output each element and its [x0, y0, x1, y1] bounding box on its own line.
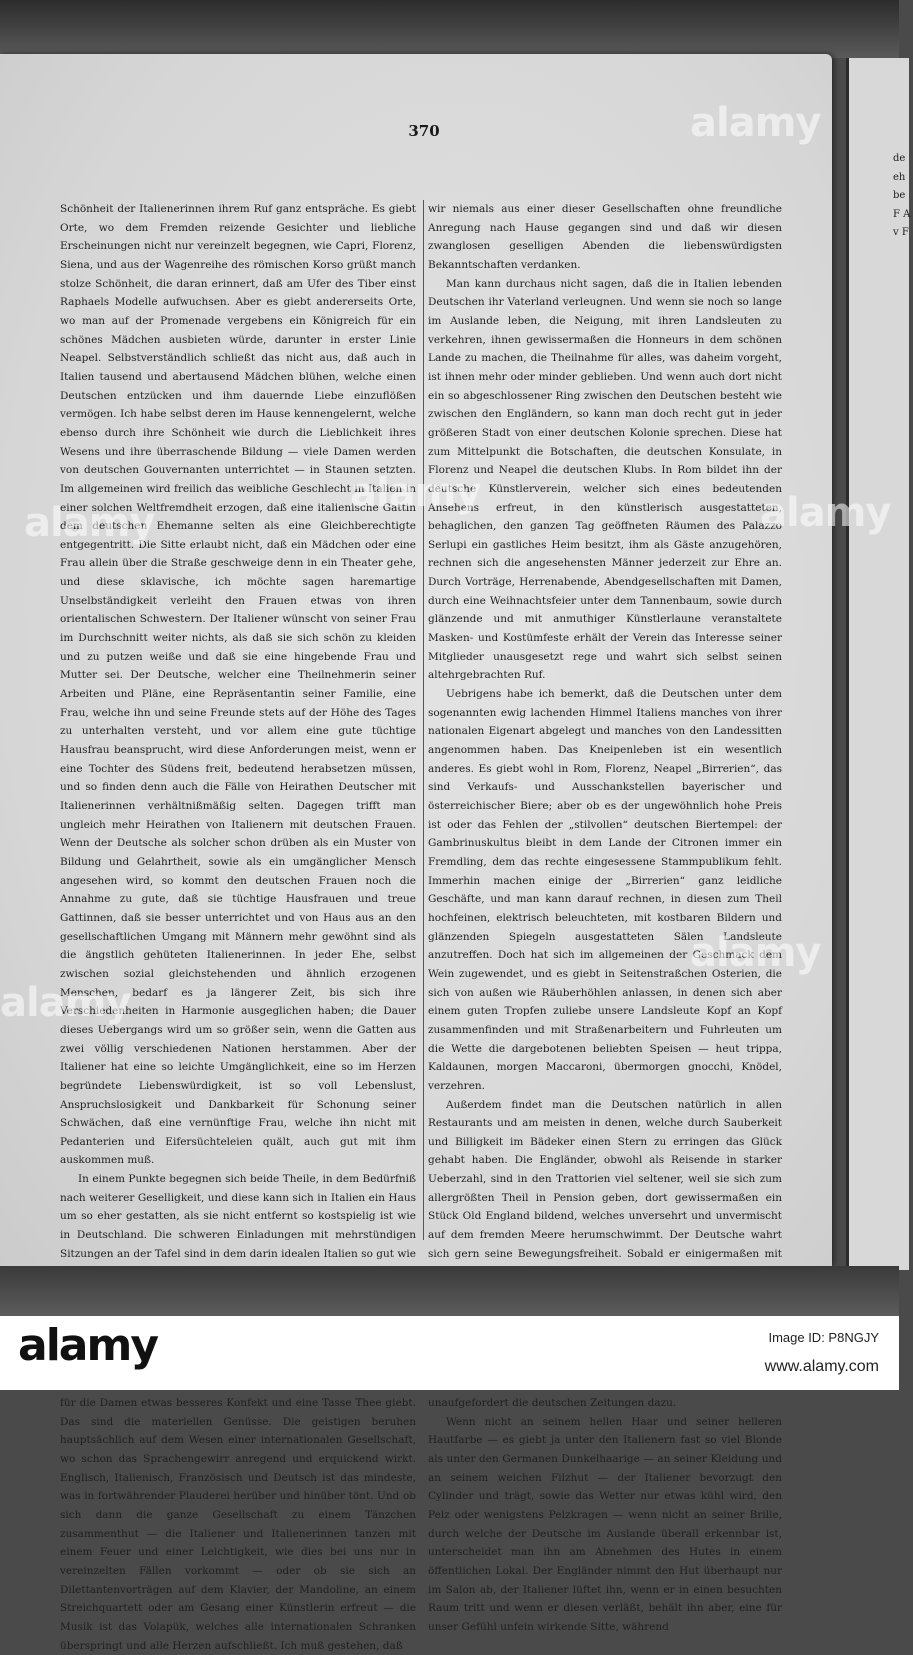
next-page-edge: [846, 58, 909, 1270]
watermark: alamy: [0, 980, 131, 1026]
watermark: alamy: [690, 100, 821, 146]
page-number: 370: [408, 122, 440, 140]
right-paragraph-3: Uebrigens habe ich bemerkt, daß die Deutschen unter dem sogenannten ewig lachenden Himmel Italiens manches von ihrer nationalen Eigenart abgelegt und manches von den Landessitten angenommen haben. Das Kneipenleben ist ein wesentlich anderes. Es giebt wohl in Rom, Florenz, Neapel „Birrerien“, das sind Verkaufs- und Ausschankstellen bayerischer und österreichischer Biere; aber ob es der ungewöhnlich hohe Preis ist oder das Fehlen der „stilvollen“ deutschen Biertempel: der Gambrinuskultus bleibt in dem Lande der Citronen immer ein Fremdling, dem das rechte eingesessene Stammpublikum fehlt. Immerhin machen einige der „Birrerien“ ganz leidliche Geschäfte, und man kann darauf rechnen, in diesen zum Theil hochfeinen, elektrisch beleuchteten, mit kostbaren Bildern und glänzenden Spiegeln ausgestatteten Sälen Landsleute anzutreffen. Doch hat sich im allgemeinen der Geschmack dem Wein zugewendet, und es giebt in Seitenstraßchen Osterien, die sich von außen wie Räuberhöhlen anlassen, in denen sich aber einem guten Tropfen zuliebe unsere Landsleute Kopf an Kopf zusammenfinden und mit Straßenarbeitern und Fuhrleuten um die Wette die dargebotenen beliebten Speisen — heut trippa, Kaldaunen, morgen Maccaroni, übermorgen gnocchi, Knödel, verzehren.: [428, 688, 782, 1092]
right-paragraph-1: wir niemals aus einer dieser Gesellschaften ohne freundliche Anregung nach Hause gegangen sind und daß wir diesen zwanglosen geselligen Abenden die liebenswürdigsten Bekanntschaften verdanken.: [428, 203, 782, 271]
scan-background-bottom: [0, 1266, 899, 1316]
watermark: alamy: [760, 490, 891, 536]
right-paragraph-4: Außerdem findet man die Deutschen natürlich in allen Restaurants und am meisten in denen, welche durch Sauberkeit und Billigkeit im Bädeker einen Stern zu erringen das Glück gehabt haben. Die Engländer, obwohl als Reisende in starker Ueberzahl, sind in den Trattorien viel seltener, weil sie sich zum allergrößten Theil in Pension geben, dort gewissermaßen ein Stück Old England bildend, welches unversehrt und unvermischt auf dem fremden Meere herumschwimmt. Der Deutsche wahrt sich gern seine Bewegungsfreiheit. Sobald er einigermaßen mit unaufgefordert die deutschen Zeitungen dazu.: [428, 1098, 782, 1409]
next-page-text-fragment: de eh be F A v F: [893, 153, 911, 239]
watermark: alamy: [690, 930, 821, 976]
right-paragraph-2: Man kann durchaus nicht sagen, daß die in Italien lebenden Deutschen ihr Vaterland verleugnen. Und wenn sie noch so lange im Auslande leben, die Neigung, mit ihren Landsleuten zu verkehren, ihnen gewissermaßen die Honneurs in dem schönen Lande zu machen, die Theilnahme für alles, was daheim vorgeht, ist ihnen mehr oder minder geblieben. Und wenn auch dort nicht ein so abgeschlossener Ring zwischen den Deutschen besteht wie zwischen den Engländern, so kann man doch recht gut in jeder größeren Stadt von einer deutschen Kolonie sprechen. Diese hat zum Mittelpunkt die Botschaften, die deutschen Konsulate, in Florenz und Neapel die deutschen Klubs. In Rom bildet ihn der deutsche Künstlerverein, welcher sich eines bedeutenden Ansehens erfreut, in den künstlerisch ausgestatteten, behaglichen, den ganzen Tag geöffneten Räumen des Palazzo Serlupi ein gastliches Heim besitzt, ihm als Gäste anzugehören, rechnen sich die angesehensten Männer jederzeit zur Ehre an. Durch Vorträge, Herrenabende, Abendgesellschaften mit Damen, durch eine Weihnachtsfeier unter dem Tannenbaum, sowie durch glänzende und mit anmuthiger Künstlerlaune veranstaltete Masken- und Kostümfeste erhält der Verein das Interesse seiner Mitglieder unausgesetzt rege und wahrt sich selbst seinen altehrgebrachten Ruf.: [428, 277, 782, 682]
left-paragraph-2: In einem Punkte begegnen sich beide Theile, in dem Bedürfniß nach weiterer Geselligkeit, und diese kann sich in Italien ein Haus um so eher gestatten, als sie nicht entfernt so kostspielig ist wie in Deutschland. Die schweren Einladungen mit mehrstündigen Sitzungen an der Tafel sind in dem darin idealen Italien so gut wie für die Damen etwas besseres Konfekt und eine Tasse Thee giebt. Das sind die materiellen Genüsse. Die geistigen beruhen hauptsächlich auf dem Wesen einer internationalen Gesellschaft, wo schon das Sprachengewirr anregend und erquickend wirkt. Englisch, Italienisch, Französisch und Deutsch ist das mindeste, was in fortwährender Plauderei herüber und hinüber tönt. Und ob sich dann die ganze Gesellschaft zu einem Tänzchen zusammenthut — die Italiener und Italienerinnen tanzen mit einem Feuer und einer Leichtigkeit, wie dies bei uns nur in vereinzelten Fällen vorkommt — oder ob sie sich an Dilettantenvorträgen auf dem Klavier, der Mandoline, an einem Streichquartett oder am Gesang einer Künstlerin erfreut — die Musik ist das Volapük, welches alle internationalen Schranken überspringt und alle Herzen aufschließt. Ich muß gestehen, daß: [60, 1173, 416, 1652]
right-column: [428, 200, 782, 1637]
scan-background-top: [0, 0, 899, 58]
left-paragraph-1: Schönheit der Italienerinnen ihrem Ruf ganz entspräche. Es giebt Orte, wo dem Fremden reizende Gesichter und liebliche Erscheinungen nicht nur vereinzelt begegnen, wie Capri, Florenz, Siena, und aus der Wagenreihe des römischen Korso grüßt manch stolze Schönheit, die daran erinnert, daß am Ufer des Tiber einst Raphaels Modelle aufwuchsen. Aber es giebt andererseits Orte, wo man auf der Promenade vergebens ein Königreich für ein schönes Mädchen ausbieten würde, darunter in erster Linie Neapel. Selbstverständlich schließt das nicht aus, daß auch in Italien tausend und abertausend Mädchen blühen, welche einen Deutschen entzücken und ihm dauernde Liebe einzuflößen vermögen. Ich habe selbst deren im Hause kennengelernt, welche ebenso durch ihre Schönheit wie durch die Lieblichkeit ihres Wesens und ihre überraschende Bildung — viele Damen werden von deutschen Gouvernanten unterrichtet — in Staunen setzten. Im allgemeinen wird freilich das weibliche Geschlecht in Italien in einer solchen Weltfremdheit erzogen, daß eine italienische Gattin dem deutschen Ehemanne selten als eine Gleichberechtigte entgegentritt. Die Sitte erlaubt nicht, daß ein Mädchen oder eine Frau allein über die Straße geschweige denn in ein Theater gehe, und diese sklavische, ich möchte sagen haremartige Unselbständigkeit verleiht den Frauen etwas von ihren orientalischen Schwestern. Der Italiener wünscht von seiner Frau im Durchschnitt weiter nichts, als daß sie sich schön zu kleiden und zu putzen weiße und daß sie eine hingebende Frau und Mutter sei. Der Deutsche, welcher eine Theilnehmerin seiner Arbeiten und Pläne, eine Repräsentantin seiner Familie, eine Frau, welche ihn und seine Freunde stets auf der Höhe des Tages zu unterhalten versteht, und vor allem eine gute tüchtige Hausfrau beansprucht, wird diese Anforderungen meist, wenn er eine Tochter des Südens freit, bedeutend herabsetzen müssen, und so finden denn auch die Fälle von Heirathen Deutscher mit Italienerinnen verhältnißmäßig selten. Dagegen trifft man ungleich mehr Heirathen von Italienern mit deutschen Frauen. Wenn der Deutsche als solcher schon drüben als ein Muster von Bildung und Gelahrtheit, sowie als ein umgänglicher Mensch angesehen wird, so kommt den deutschen Frauen noch die Annahme zu gute, daß sie tüchtige Hausfrauen und treue Gattinnen, daß sie besser unterrichtet und von Haus aus an den gesellschaftlichen Umgang mit Männern mehr gewöhnt sind als die ängstlich gehüteten Italienerinnen. In jeder Ehe, selbst zwischen sozial gleichstehenden und ähnlich erzogenen Menschen, bedarf es ja längerer Zeit, bis sich ihre Verschiedenheiten in Harmonie ausgeglichen haben; die Dauer dieses Uebergangs wird um so größer sein, wenn die Gatten aus zwei völlig verschiedenen Nationen herstammen. Aber der Italiener hat eine so leichte Umgänglichkeit, eine so im Herzen begründete Liebenswürdigkeit, ist so voll Lebenslust, Anspruchslosigkeit und Dankbarkeit für Schonung seiner Schwächen, daß eine vernünftige Frau, welche ihn nicht mit Pedanterien und Eifersüchteleien quält, auch gut mit ihm auskommen muß.: [60, 203, 416, 1167]
left-column: [60, 200, 416, 1655]
right-paragraph-5: Wenn nicht an seinem hellen Haar und seiner helleren Hautfarbe — es giebt ja unter den Italienern fast so viel Blonde als unter den Germanen Dunkelhaarige — an seiner Kleidung und an seinem weichen Filzhut — der Italiener bevorzugt den Cylinder und trägt, sowie das Wetter nur etwas kühl wird, den Pelz oder wenigstens Pelzkragen — wenn nicht an seiner Brille, durch welche der Deutsche im Auslande überall erkennbar ist, unterscheidet man ihn am Abnehmen des Hutes in einem öffentlichen Lokal. Der Engländer nimmt den Hut überhaupt nur im Salon ab, der Italiener lüftet ihn, wenn er in einen besuchten Raum tritt und wenn er diesen verläßt, behält ihn aber, eine für unser Gefühl unfein wirkende Sitte, während: [428, 1415, 782, 1633]
column-divider: [423, 200, 424, 1240]
alamy-logo: alamy: [18, 1320, 157, 1371]
image-id-label: Image ID: P8NGJY: [768, 1330, 879, 1345]
watermark: alamy: [350, 470, 481, 516]
site-url: www.alamy.com: [764, 1358, 879, 1375]
watermark: alamy: [24, 500, 155, 546]
